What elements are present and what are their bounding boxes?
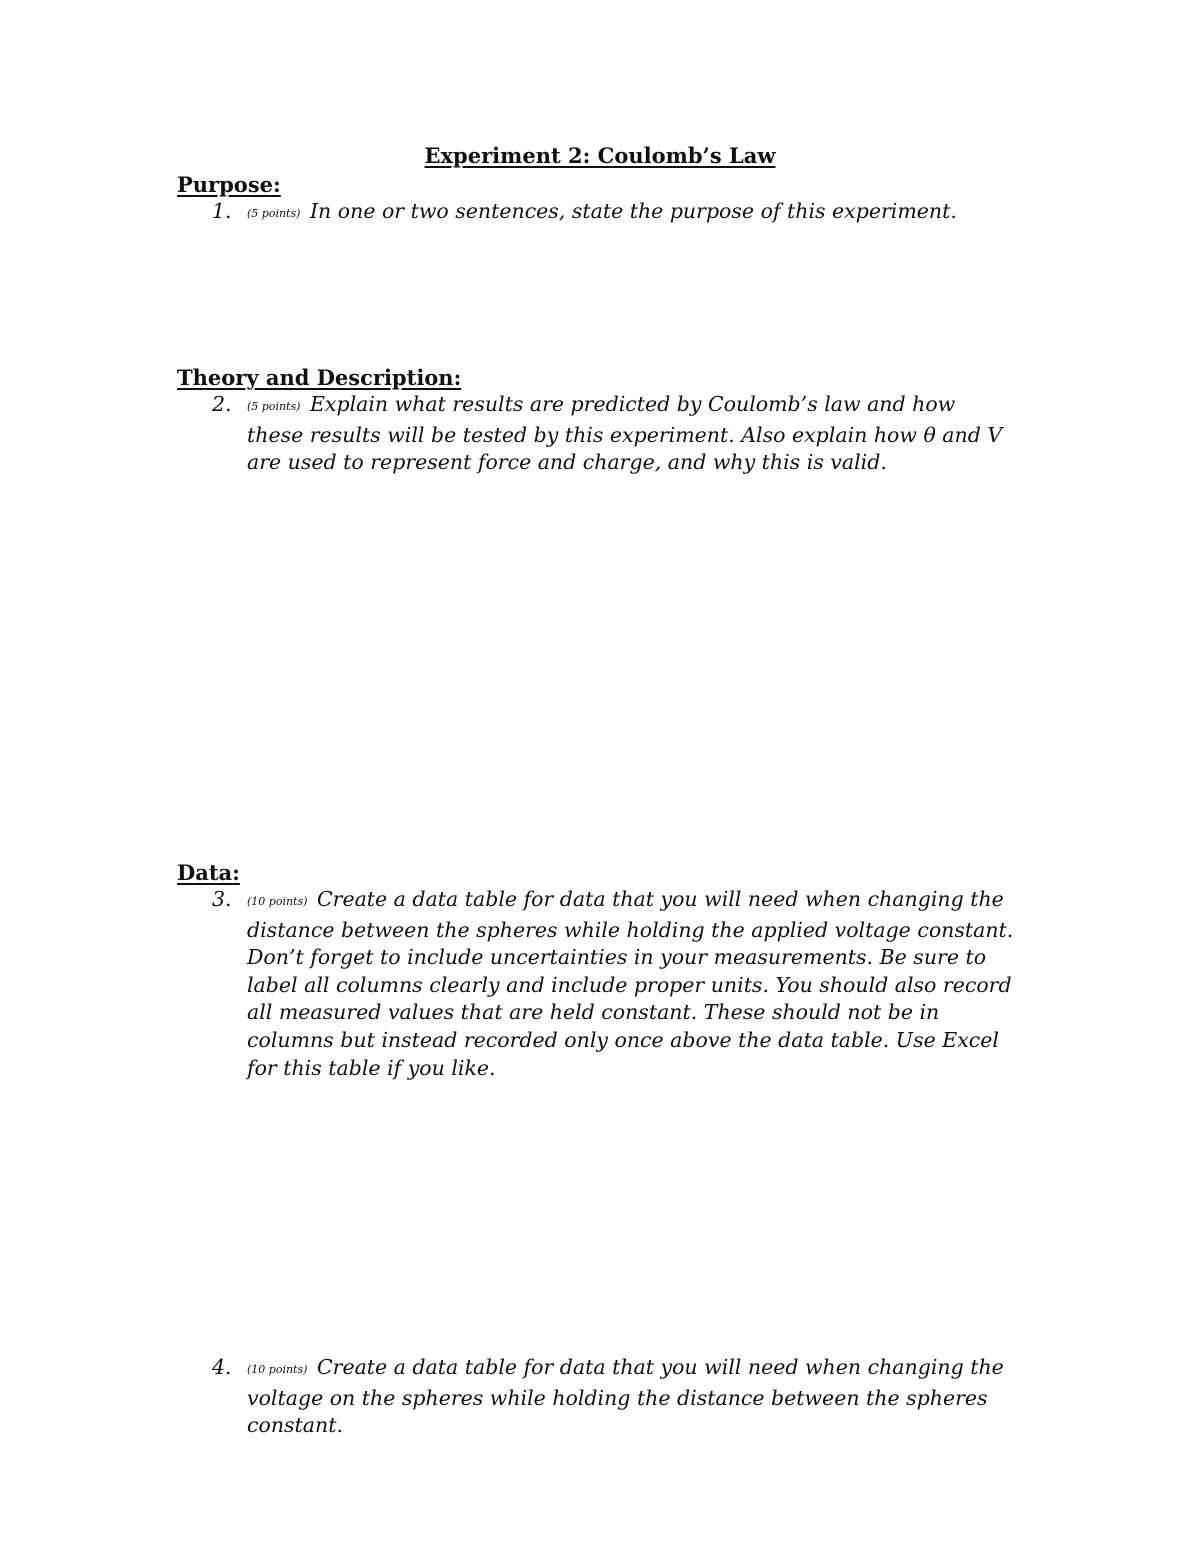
data-heading: Data: <box>177 860 240 885</box>
question-points: (10 points) <box>247 895 308 908</box>
document-title: Experiment 2: Coulomb’s Law <box>424 143 776 168</box>
question-number: 2. <box>212 392 232 416</box>
question-points: (5 points) <box>247 207 301 220</box>
theory-heading: Theory and Description: <box>177 365 462 390</box>
question-number: 1. <box>212 199 232 223</box>
question-4 <box>212 1354 1032 1440</box>
question-text: In one or two sentences, state the purpose of this experiment. <box>309 199 957 223</box>
question-text: Create a data table for data that you will need when changing the voltage on the spheres while holding the distance between the spheres constant. <box>247 1355 1004 1438</box>
question-1 <box>212 198 1032 229</box>
question-2 <box>212 391 1012 477</box>
question-3 <box>212 886 1022 1082</box>
question-body <box>247 198 1032 229</box>
question-body <box>247 391 1012 477</box>
question-number: 3. <box>212 887 232 911</box>
question-text: Create a data table for data that you will need when changing the distance between the spheres while holding the applied voltage constant. Don’t forget to include uncertainties in your measurements. Be sure to label all columns clearly and include proper units. You should also record all measured values that are held constant. These should not be in columns but instead recorded only once above the data table. Use Excel for this table if you like. <box>247 887 1014 1080</box>
question-text: Explain what results are predicted by Coulomb’s law and how these results will be tested by this experiment. Also explain how θ and V are used to represent force and charge, and why this is valid. <box>247 392 1003 475</box>
question-number: 4. <box>212 1355 232 1379</box>
purpose-heading: Purpose: <box>177 172 281 197</box>
question-points: (10 points) <box>247 1363 308 1376</box>
question-body <box>247 1354 1032 1440</box>
question-body <box>247 886 1022 1082</box>
question-points: (5 points) <box>247 400 301 413</box>
